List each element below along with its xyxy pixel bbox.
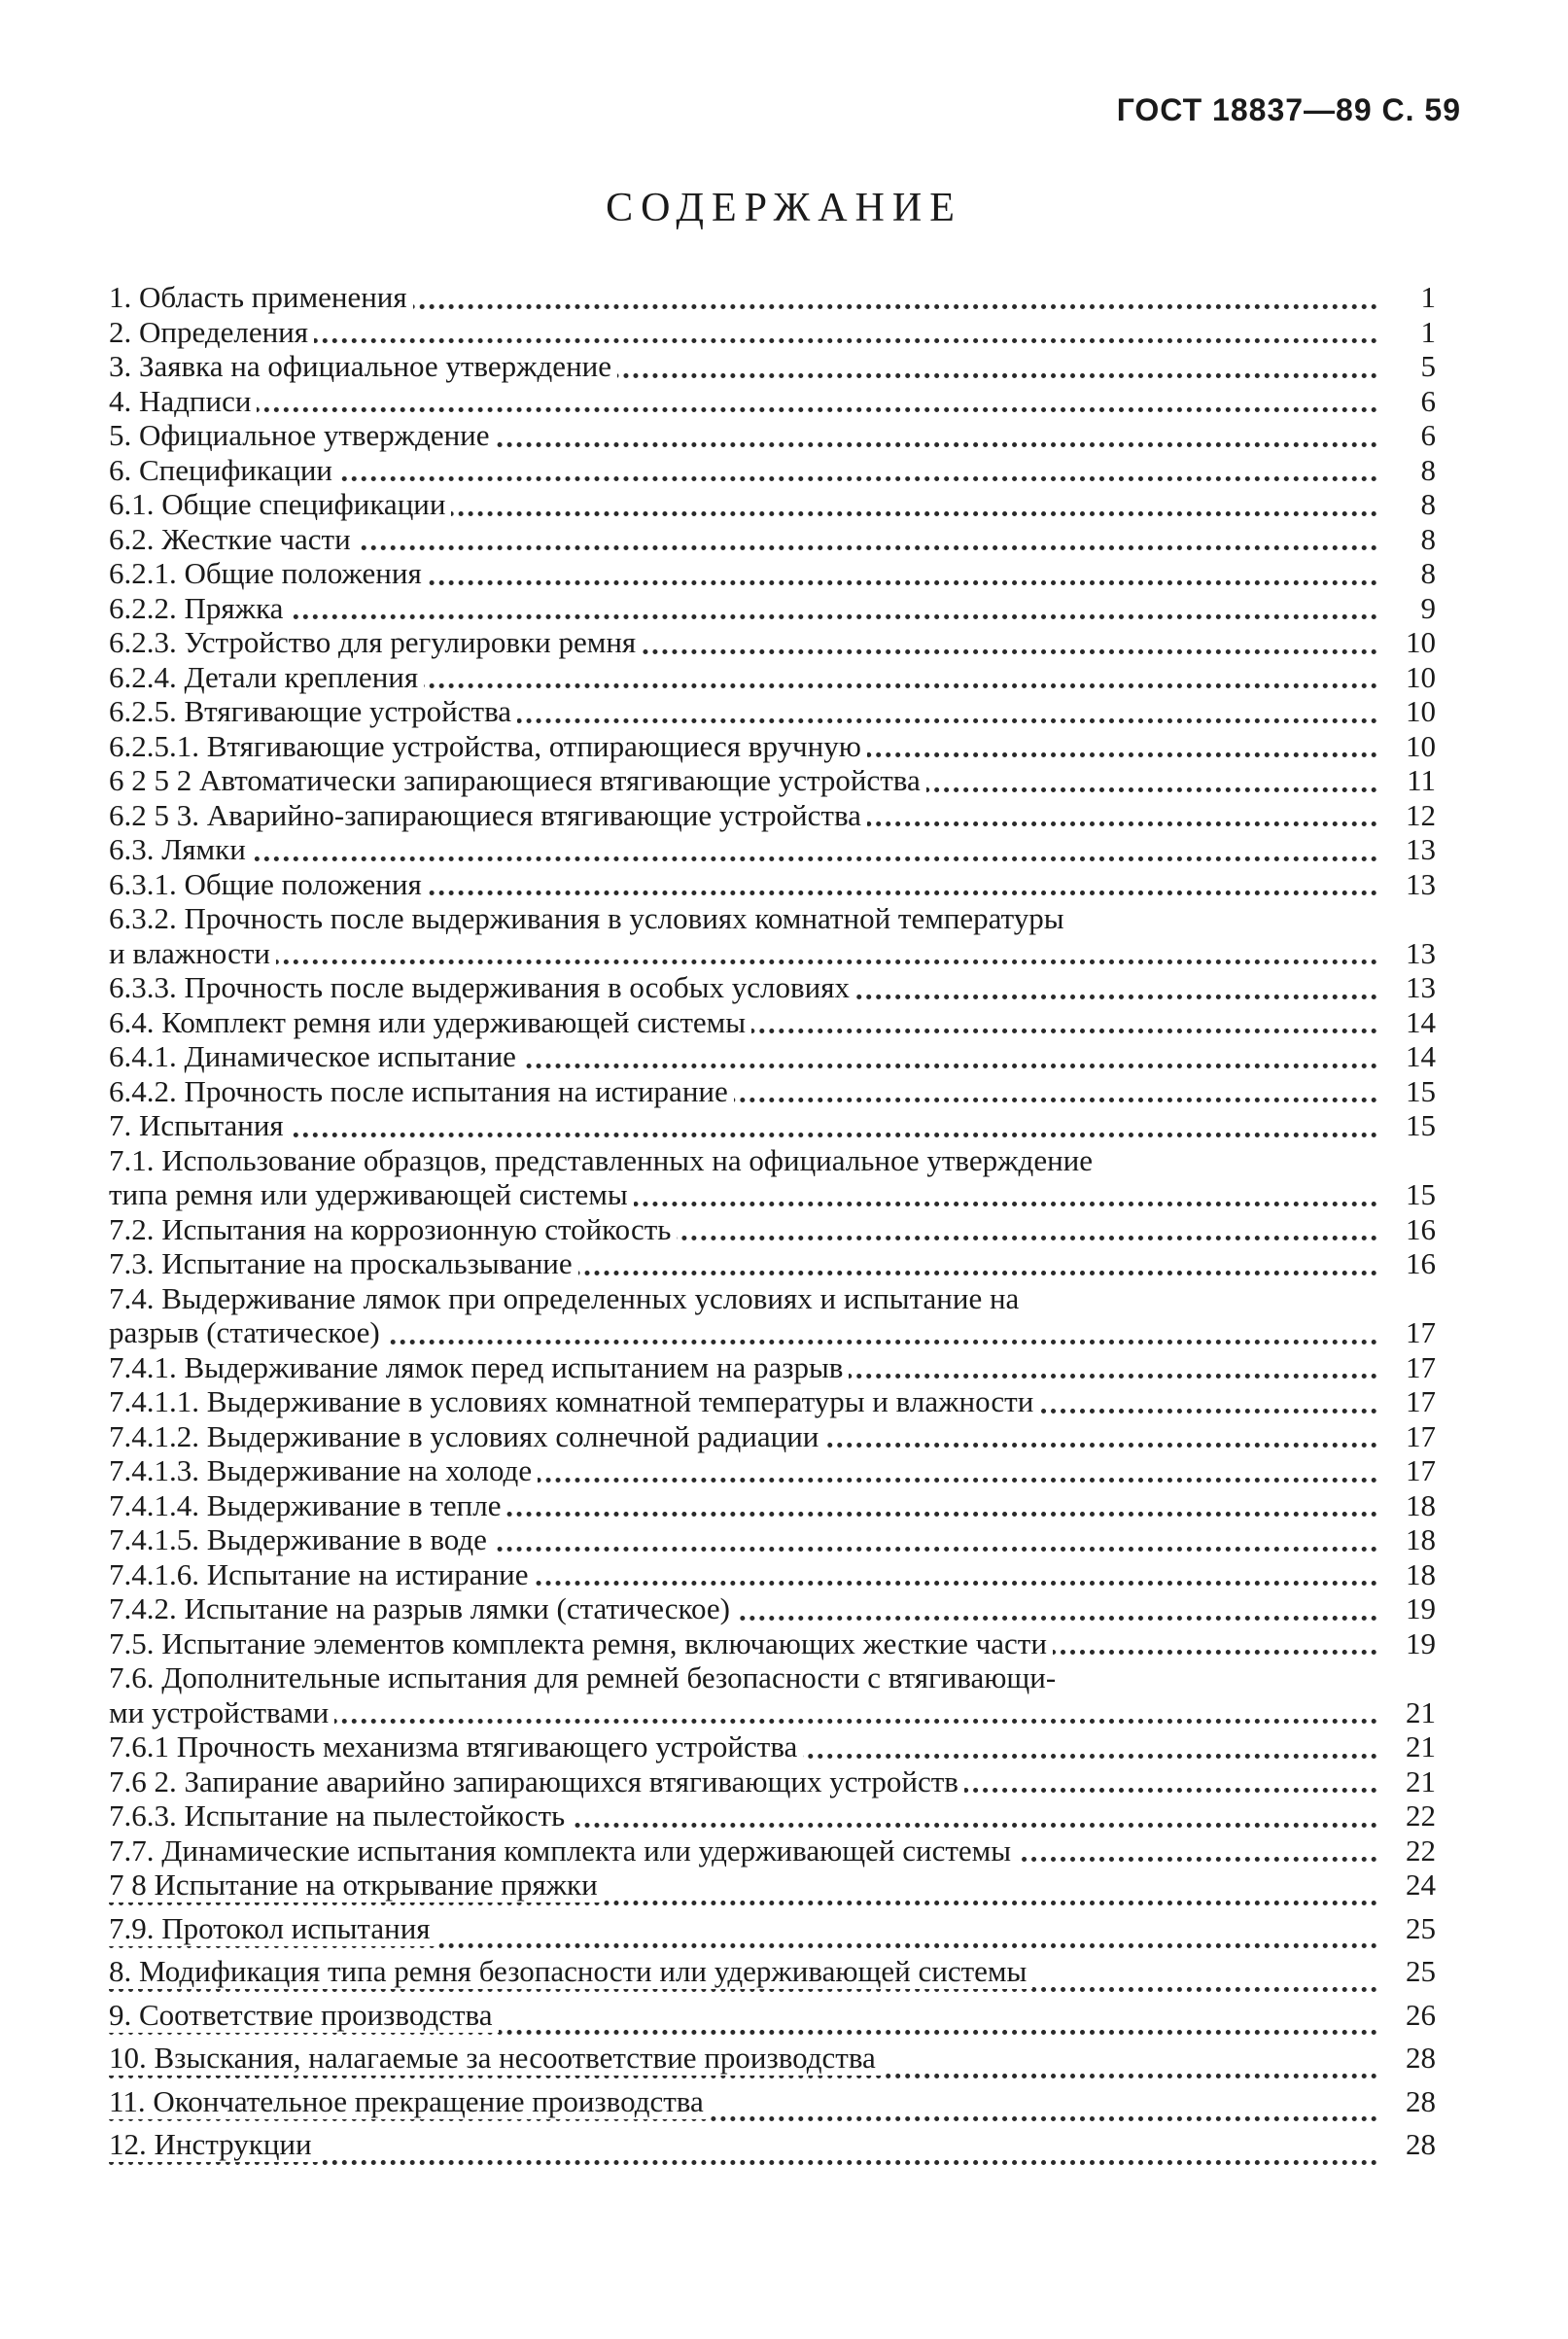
toc-page-number: 22	[1383, 1833, 1436, 1868]
toc-page-number: 6	[1383, 384, 1436, 419]
toc-entry	[109, 832, 1436, 867]
toc-page-number: 15	[1383, 1074, 1436, 1109]
toc-entry-line	[109, 1281, 1436, 1316]
leader-dots	[109, 856, 1377, 861]
toc-page-number: 10	[1383, 694, 1436, 729]
toc-entry	[109, 694, 1436, 729]
toc-entry	[109, 1108, 1436, 1143]
toc-entry-text: 6.2.5. Втягивающие устройства	[109, 694, 517, 729]
toc-page-number: 17	[1383, 1453, 1436, 1488]
toc-entry-text: 12. Инструкции	[109, 2127, 318, 2162]
toc-entry	[109, 384, 1436, 419]
toc-entry	[109, 1039, 1436, 1074]
toc-entry-text: 7.4. Выдерживание лямок при определенных условиях и испытание на	[109, 1281, 1025, 1316]
toc-entry	[109, 1488, 1436, 1523]
toc-entry-text: 7.6 2. Запирание аварийно запирающихся втягивающих устройств	[109, 1764, 964, 1799]
toc-entry-text: 2. Определения	[109, 315, 314, 350]
toc-page-number: 21	[1383, 1764, 1436, 1799]
leader-dots	[109, 1133, 1377, 1137]
toc-entry-text: 6.3.2. Прочность после выдерживания в условиях комнатной температуры	[109, 901, 1070, 936]
leader-dots	[109, 960, 1377, 964]
toc-page-number: 24	[1383, 1868, 1436, 1903]
toc-entry	[109, 1557, 1436, 1592]
toc-entry	[109, 522, 1436, 557]
toc-entry	[109, 349, 1436, 384]
toc-page-number: 17	[1383, 1350, 1436, 1385]
toc-page-number: 13	[1383, 832, 1436, 867]
toc-entry-text: 6.2 5 3. Аварийно-запирающиеся втягивающие устройства	[109, 798, 867, 833]
toc-page-number: 17	[1383, 1419, 1436, 1454]
toc-entry	[109, 798, 1436, 833]
toc-page-number: 28	[1383, 2041, 1436, 2076]
toc-entry	[109, 625, 1436, 660]
toc-entry	[109, 1764, 1436, 1799]
toc-entry-text: 6.1. Общие спецификации	[109, 487, 451, 522]
toc-page-number: 18	[1383, 1488, 1436, 1523]
toc-page-number: 8	[1383, 487, 1436, 522]
toc-entry	[109, 1833, 1436, 1868]
toc-entry-text: 7.4.1.3. Выдерживание на холоде	[109, 1453, 538, 1488]
toc-page-number: 8	[1383, 522, 1436, 557]
toc-entry-text: 6.4. Комплект ремня или удерживающей системы	[109, 1005, 751, 1040]
toc-entry	[109, 1315, 1436, 1350]
toc-entry-text: 7.4.2. Испытание на разрыв лямки (статическое)	[109, 1591, 736, 1626]
toc-entry-text: 10. Взыскания, налагаемые за несоответствие производства	[109, 2041, 882, 2076]
toc-entry	[109, 1074, 1436, 1109]
toc-entry	[109, 1911, 1436, 1955]
toc-page-number: 26	[1383, 1998, 1436, 2033]
toc-entry-text: 7.7. Динамические испытания комплекта или удерживающей системы	[109, 1833, 1017, 1868]
toc-entry-text: 7.4.1.2. Выдерживание в условиях солнечной радиации	[109, 1419, 824, 1454]
toc-entry	[109, 1626, 1436, 1661]
toc-page-number: 25	[1383, 1954, 1436, 1989]
page-header: ГОСТ 18837—89 С. 59	[1116, 92, 1461, 127]
toc-page-number: 17	[1383, 1384, 1436, 1419]
toc-entry-text: 6 2 5 2 Автоматически запирающиеся втягивающие устройства	[109, 763, 926, 798]
toc-entry-continuation: и влажности	[109, 936, 276, 971]
toc-page-number: 18	[1383, 1522, 1436, 1557]
toc-page-number: 19	[1383, 1626, 1436, 1661]
toc-entry-text: 3. Заявка на официальное утверждение	[109, 349, 617, 384]
toc-page-number: 8	[1383, 453, 1436, 488]
toc-entry-text: 7.3. Испытание на проскальзывание	[109, 1246, 578, 1281]
toc-entry-text: 7.6.1 Прочность механизма втягивающего устройства	[109, 1729, 803, 1764]
toc-entry-text: 6.2.2. Пряжка	[109, 591, 289, 626]
toc-entry	[109, 763, 1436, 798]
toc-entry	[109, 2041, 1436, 2084]
table-of-contents	[109, 280, 1436, 2171]
toc-entry	[109, 591, 1436, 626]
toc-page-number: 28	[1383, 2084, 1436, 2119]
leader-dots	[109, 614, 1377, 619]
toc-entry-text: 6.2. Жесткие части	[109, 522, 357, 557]
toc-page-number: 1	[1383, 280, 1436, 315]
toc-page-number: 6	[1383, 418, 1436, 453]
toc-entry	[109, 1591, 1436, 1626]
toc-entry-text: 7.4.1.6. Испытание на истирание	[109, 1557, 534, 1592]
toc-page-number: 17	[1383, 1315, 1436, 1350]
toc-page-number: 18	[1383, 1557, 1436, 1592]
toc-page-number: 25	[1383, 1911, 1436, 1946]
toc-entry	[109, 1954, 1436, 1998]
toc-entry-continuation: типа ремня или удерживающей системы	[109, 1177, 634, 1212]
toc-entry-text: 6.3. Лямки	[109, 832, 252, 867]
toc-entry-text: 7.6. Дополнительные испытания для ремней безопасности с втягивающи-	[109, 1660, 1062, 1695]
toc-entry-text: 6.2.4. Детали крепления	[109, 660, 424, 695]
toc-entry-text: 7.4.1.1. Выдерживание в условиях комнатной температуры и влажности	[109, 1384, 1039, 1419]
toc-page-number: 21	[1383, 1695, 1436, 1730]
toc-entry	[109, 970, 1436, 1005]
toc-entry	[109, 1212, 1436, 1247]
toc-entry-text: 7 8 Испытание на открывание пряжки	[109, 1868, 604, 1903]
toc-page-number: 12	[1383, 798, 1436, 833]
toc-entry-text: 5. Официальное утверждение	[109, 418, 496, 453]
toc-page-number: 9	[1383, 591, 1436, 626]
toc-entry	[109, 1453, 1436, 1488]
toc-entry	[109, 315, 1436, 350]
toc-entry-text: 8. Модификация типа ремня безопасности или удерживающей системы	[109, 1954, 1032, 1989]
toc-page-number: 16	[1383, 1246, 1436, 1281]
toc-entry	[109, 2127, 1436, 2171]
toc-entry	[109, 1384, 1436, 1419]
toc-entry-line	[109, 1143, 1436, 1178]
toc-entry	[109, 453, 1436, 488]
toc-entry	[109, 936, 1436, 971]
toc-page-number: 21	[1383, 1729, 1436, 1764]
toc-entry	[109, 418, 1436, 453]
toc-entry-text: 7.4.1.5. Выдерживание в воде	[109, 1522, 493, 1557]
toc-entry	[109, 1177, 1436, 1212]
leader-dots	[109, 407, 1377, 412]
toc-page-number: 22	[1383, 1798, 1436, 1833]
toc-entry-text: 6.2.1. Общие положения	[109, 556, 428, 591]
toc-page-number: 28	[1383, 2127, 1436, 2162]
toc-entry-text: 7. Испытания	[109, 1108, 290, 1143]
toc-entry-text: 11. Окончательное прекращение производства	[109, 2084, 710, 2119]
toc-entry	[109, 2084, 1436, 2128]
toc-page-number: 19	[1383, 1591, 1436, 1626]
toc-page-number: 10	[1383, 729, 1436, 764]
toc-entry-text: 7.9. Протокол испытания	[109, 1911, 436, 1946]
toc-page-number: 13	[1383, 936, 1436, 971]
toc-page-number: 10	[1383, 660, 1436, 695]
toc-entry	[109, 1695, 1436, 1730]
toc-entry-text: 6. Спецификации	[109, 453, 338, 488]
toc-page-number: 1	[1383, 315, 1436, 350]
toc-entry-text: 6.2.5.1. Втягивающие устройства, отпирающиеся вручную	[109, 729, 867, 764]
toc-page-number: 15	[1383, 1108, 1436, 1143]
toc-entry-text: 7.2. Испытания на коррозионную стойкость	[109, 1212, 677, 1247]
toc-entry	[109, 1868, 1436, 1911]
toc-entry-text: 7.5. Испытание элементов комплекта ремня, включающих жесткие части	[109, 1626, 1053, 1661]
toc-entry-continuation: ми устройствами	[109, 1695, 334, 1730]
toc-entry-text: 7.6.3. Испытание на пылестойкость	[109, 1798, 571, 1833]
toc-entry	[109, 729, 1436, 764]
toc-page-number: 13	[1383, 970, 1436, 1005]
toc-entry	[109, 1522, 1436, 1557]
toc-entry	[109, 1998, 1436, 2042]
toc-entry	[109, 280, 1436, 315]
toc-entry-text: 9. Соответствие производства	[109, 1998, 499, 2033]
toc-entry	[109, 1419, 1436, 1454]
toc-entry	[109, 1798, 1436, 1833]
toc-entry-text: 6.4.2. Прочность после испытания на истирание	[109, 1074, 734, 1109]
toc-entry	[109, 1729, 1436, 1764]
page-title: СОДЕРЖАНИЕ	[606, 186, 962, 230]
toc-entry-line	[109, 1660, 1436, 1695]
toc-page-number: 16	[1383, 1212, 1436, 1247]
toc-entry	[109, 556, 1436, 591]
toc-entry-text: 7.4.1.4. Выдерживание в тепле	[109, 1488, 506, 1523]
toc-entry	[109, 867, 1436, 902]
toc-entry	[109, 1246, 1436, 1281]
toc-page-number: 11	[1383, 763, 1436, 798]
toc-entry-text: 4. Надписи	[109, 384, 257, 419]
toc-page-number: 13	[1383, 867, 1436, 902]
toc-page-number: 14	[1383, 1039, 1436, 1074]
toc-entry-text: 6.3.3. Прочность после выдерживания в особых условиях	[109, 970, 855, 1005]
toc-entry-text: 1. Область применения	[109, 280, 413, 315]
toc-entry	[109, 1350, 1436, 1385]
toc-entry-line	[109, 901, 1436, 936]
toc-entry	[109, 660, 1436, 695]
toc-entry-text: 7.1. Использование образцов, представленных на официальное утверждение	[109, 1143, 1098, 1178]
toc-entry	[109, 1005, 1436, 1040]
toc-page-number: 14	[1383, 1005, 1436, 1040]
toc-page-number: 8	[1383, 556, 1436, 591]
toc-entry-text: 6.4.1. Динамическое испытание	[109, 1039, 522, 1074]
toc-page-number: 15	[1383, 1177, 1436, 1212]
toc-entry-text: 7.4.1. Выдерживание лямок перед испытанием на разрыв	[109, 1350, 849, 1385]
toc-entry-continuation: разрыв (статическое)	[109, 1315, 386, 1350]
toc-page-number: 5	[1383, 349, 1436, 384]
toc-page-number: 10	[1383, 625, 1436, 660]
toc-entry-text: 6.2.3. Устройство для регулировки ремня	[109, 625, 642, 660]
toc-entry	[109, 487, 1436, 522]
toc-entry-text: 6.3.1. Общие положения	[109, 867, 428, 902]
